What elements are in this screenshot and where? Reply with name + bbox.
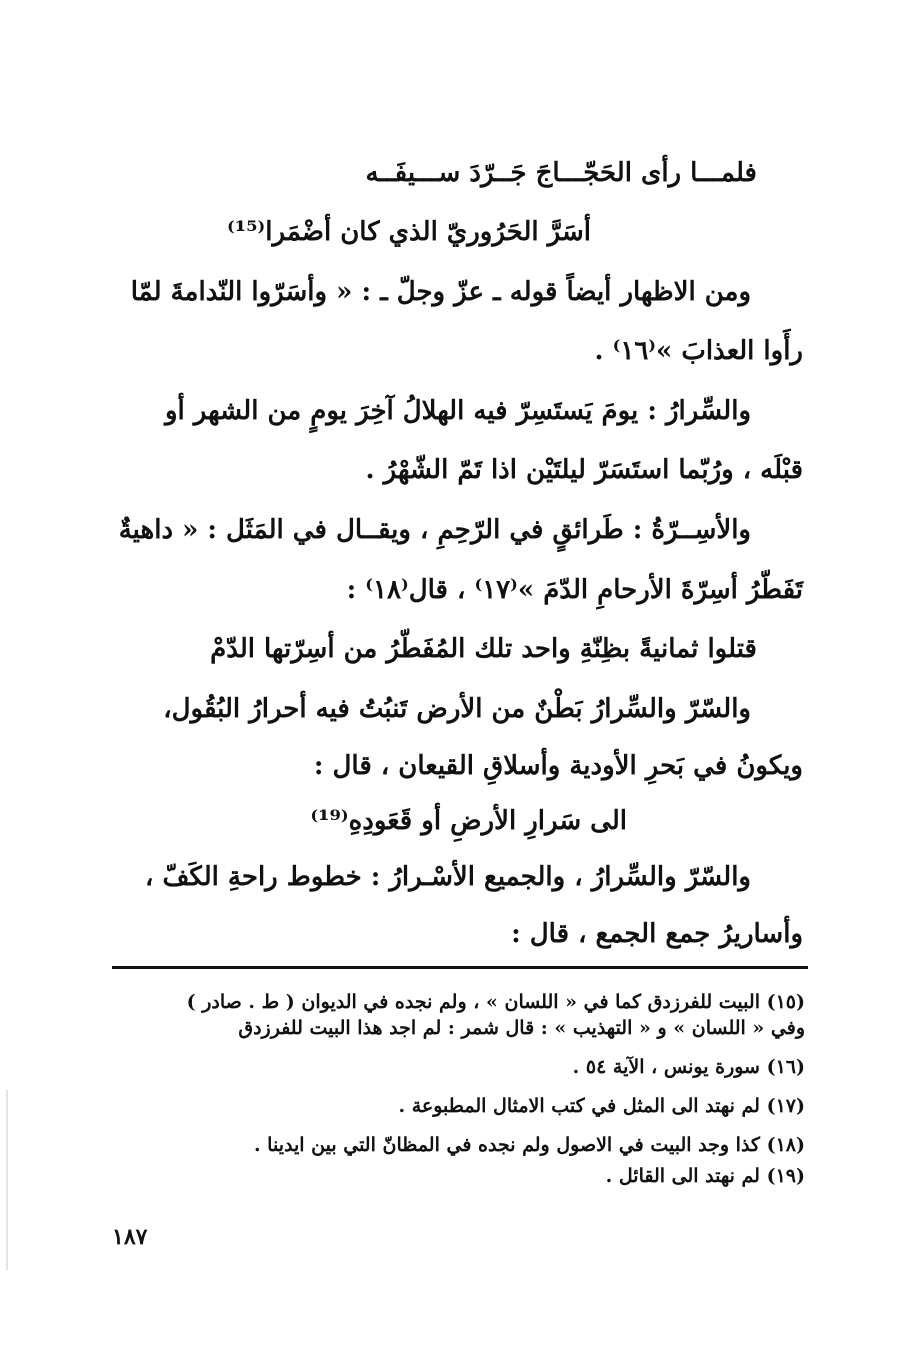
body-line: ويكونُ في بَحرِ الأودية وأسلاقِ القيعان ، قال : <box>313 751 803 781</box>
page-number: ١٨٧ <box>112 1224 148 1250</box>
body-line: تَفَطّرُ أسِرّةَ الأرحامِ الدّمَ »⁽١٧⁾ ، قال⁽١٨⁾ : <box>346 575 803 605</box>
footnote: (١٦) سورة يونس ، الآية ٥٤ . <box>572 1056 805 1078</box>
footnote: (١٧) لم نهتد الى المثل في كتب الامثال المطبوعة . <box>398 1095 805 1117</box>
footnote-separator <box>112 966 808 969</box>
verse-line: أسَرَّ الحَرُوريّ الذي كان أضْمَرا⁽¹⁵⁾ <box>226 217 591 247</box>
body-line: وأساريرُ جمع الجمع ، قال : <box>511 919 803 949</box>
body-line: والسّرّ والسِّرارُ ، والجميع الأسْـرارُ : خطوط راحةِ الكَفّ ، <box>145 862 751 892</box>
verse-line: فلمـــا رأى الحَجّـــاجَ جَــرّدَ ســـيفَــه <box>365 158 757 188</box>
body-line: رأَوا العذابَ »⁽١٦⁾ . <box>594 336 803 366</box>
footnote: (١٥) البيت للفرزدق كما في « اللسان » ، ولم نجده في الديوان ( ط . صادر ) <box>186 991 805 1013</box>
body-line: والسّرّ والسِّرارُ بَطْنٌ من الأرض تَنبُتُ فيه أحرارُ البُقُول، <box>163 694 751 724</box>
verse-line: الى سَرارِ الأرضِ أو قَعَودِهِ⁽¹⁹⁾ <box>310 806 627 836</box>
body-line: قبْلَه ، ورُبّما استَسَرّ ليلتَيْن اذا تَمّ الشّهْرُ . <box>365 455 803 485</box>
page-edge-shadow <box>6 1090 8 1270</box>
footnote-continuation: وفي « اللسان » و « التهذيب » : قال شمر : لم اجد هذا البيت للفرزدق <box>238 1017 805 1039</box>
footnote: (١٨) كذا وجد البيت في الاصول ولم نجده في المظانّ التي بين ايدينا . <box>253 1134 805 1156</box>
body-line: ومن الاظهار أيضاً قوله ـ عزّ وجلّ ـ : « وأسَرّوا النّدامةَ لمّا <box>130 277 751 307</box>
footnote: (١٩) لم نهتد الى القائل . <box>605 1165 805 1187</box>
verse-line: قتلوا ثمانيةً بظِنّةِ واحد تلك المُفَطّرُ من أسِرّتها الدّمْ <box>210 634 757 664</box>
body-line: والأسِــرّةُ : طَرائقٍ في الرّحِمِ ، ويقــال في المَثَل : « داهيةٌ <box>118 515 751 545</box>
body-line: والسِّرارُ : يومَ يَستَسِرّ فيه الهلالُ آخِرَ يومٍ من الشهر أو <box>164 396 751 426</box>
